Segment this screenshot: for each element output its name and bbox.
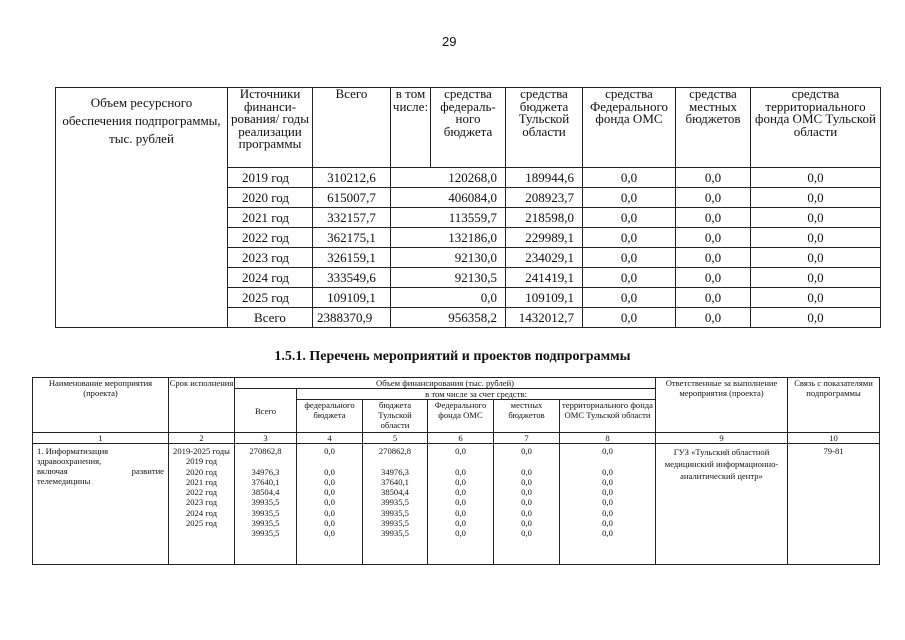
total-cell: 2388370,9 — [313, 308, 391, 328]
federal-cell: 92130,0 — [391, 248, 506, 268]
year-foms: 0,0 — [455, 476, 466, 487]
federal-cell: 956358,2 — [391, 308, 506, 328]
year-label: 2025 год — [185, 518, 218, 529]
year-foms: 0,0 — [455, 528, 466, 539]
toms-cell: 0,0 — [751, 228, 881, 248]
column-number: 2 — [169, 433, 235, 444]
toms-cell: 0,0 — [751, 208, 881, 228]
federal-cell: 0,0 — [391, 288, 506, 308]
regional-cell: 218598,0 — [506, 208, 583, 228]
year-total: 38504,4 — [251, 487, 280, 498]
year-foms: 0,0 — [455, 497, 466, 508]
period-toms: 0,0 — [602, 446, 613, 456]
year-cell: 2022 год — [228, 228, 313, 248]
header-local: средства местных бюджетов — [676, 88, 751, 168]
federal-cell: 113559,7 — [391, 208, 506, 228]
year-regional: 39935,5 — [381, 518, 409, 529]
year-label: 2024 год — [185, 507, 218, 518]
year-local: 0,0 — [521, 466, 532, 477]
header-foms: Федерального фонда ОМС — [428, 400, 494, 433]
column-number: 10 — [788, 433, 880, 444]
column-number: 5 — [363, 433, 428, 444]
period-local: 0,0 — [521, 446, 532, 456]
header-responsible: Ответственные за выполнение мероприятия (проекта) — [656, 378, 788, 433]
header-total: Всего — [313, 88, 391, 168]
period-label: 2019-2025 годы — [173, 446, 230, 456]
event-regional — [363, 444, 428, 565]
year-local: 0,0 — [521, 487, 532, 498]
federal-cell: 132186,0 — [391, 228, 506, 248]
total-cell: 362175,1 — [313, 228, 391, 248]
local-cell: 0,0 — [676, 188, 751, 208]
regional-cell: 189944,6 — [506, 168, 583, 188]
event-name — [33, 444, 169, 565]
event-total — [235, 444, 297, 565]
year-total: 39935,5 — [251, 507, 280, 518]
column-number: 8 — [560, 433, 656, 444]
year-cell: Всего — [228, 308, 313, 328]
year-foms: 0,0 — [455, 487, 466, 498]
page-number: 29 — [442, 34, 457, 49]
year-foms: 0,0 — [455, 518, 466, 529]
regional-cell: 229989,1 — [506, 228, 583, 248]
period-total: 270862,8 — [249, 446, 282, 456]
year-toms: 0,0 — [602, 507, 613, 518]
year-total: 37640,1 — [251, 476, 280, 487]
event-name-line — [37, 466, 164, 476]
year-total: 34976,3 — [251, 466, 280, 477]
event-name-word: развитие — [131, 466, 164, 476]
section-heading: 1.5.1. Перечень мероприятий и проектов подпрограммы — [274, 349, 631, 364]
toms-cell: 0,0 — [751, 168, 881, 188]
year-federal: 0,0 — [324, 528, 335, 539]
year-label: 2021 год — [185, 476, 218, 487]
year-cell: 2025 год — [228, 288, 313, 308]
year-label: 2019 год — [185, 456, 218, 467]
federal-cell: 406084,0 — [391, 188, 506, 208]
year-cell: 2023 год — [228, 248, 313, 268]
total-cell: 332157,7 — [313, 208, 391, 228]
year-local: 0,0 — [521, 507, 532, 518]
year-regional: 39935,5 — [381, 528, 409, 539]
toms-cell: 0,0 — [751, 268, 881, 288]
year-total: 39935,5 — [251, 497, 280, 508]
event-federal — [297, 444, 363, 565]
regional-cell: 234029,1 — [506, 248, 583, 268]
column-number: 9 — [656, 433, 788, 444]
total-cell: 310212,6 — [313, 168, 391, 188]
year-cell: 2021 год — [228, 208, 313, 228]
year-federal: 0,0 — [324, 466, 335, 477]
year-toms: 0,0 — [602, 518, 613, 529]
local-cell: 0,0 — [676, 248, 751, 268]
header-local: местных бюджетов — [494, 400, 560, 433]
year-regional: 38504,4 — [381, 487, 409, 498]
year-total: 39935,5 — [251, 518, 280, 529]
event-responsible: ГУЗ «Тульский областной медицинский информационно-аналитический центр» — [656, 444, 788, 565]
resource-table — [55, 87, 881, 328]
regional-cell: 1432012,7 — [506, 308, 583, 328]
year-label: 2023 год — [185, 497, 218, 508]
foms-cell: 0,0 — [583, 228, 676, 248]
header-sources: Источники финанси-рования/ годы реализации программы — [228, 88, 313, 168]
column-number: 4 — [297, 433, 363, 444]
header-regional: бюджета Тульской области — [363, 400, 428, 433]
local-cell: 0,0 — [676, 208, 751, 228]
event-foms — [428, 444, 494, 565]
year-regional: 39935,5 — [381, 497, 409, 508]
column-number: 1 — [33, 433, 169, 444]
local-cell: 0,0 — [676, 308, 751, 328]
header-indicators: Связь с показателями подпрограммы — [788, 378, 880, 433]
header-total: Всего — [235, 389, 297, 433]
event-name-word: включая — [37, 466, 68, 476]
year-foms: 0,0 — [455, 507, 466, 518]
year-federal: 0,0 — [324, 507, 335, 518]
header-regional: средства бюджета Тульской области — [506, 88, 583, 168]
year-toms: 0,0 — [602, 497, 613, 508]
header-term: Срок исполнения — [169, 378, 235, 433]
total-cell: 109109,1 — [313, 288, 391, 308]
toms-cell: 0,0 — [751, 288, 881, 308]
header-including: в том числе за счет средств: — [297, 389, 656, 400]
event-toms — [560, 444, 656, 565]
foms-cell: 0,0 — [583, 308, 676, 328]
toms-cell: 0,0 — [751, 188, 881, 208]
year-federal: 0,0 — [324, 497, 335, 508]
regional-cell: 109109,1 — [506, 288, 583, 308]
event-row — [33, 444, 880, 565]
year-toms: 0,0 — [602, 476, 613, 487]
period-regional: 270862,8 — [378, 446, 412, 456]
local-cell: 0,0 — [676, 288, 751, 308]
local-cell: 0,0 — [676, 268, 751, 288]
foms-cell: 0,0 — [583, 168, 676, 188]
year-local: 0,0 — [521, 476, 532, 487]
year-toms: 0,0 — [602, 487, 613, 498]
year-local: 0,0 — [521, 497, 532, 508]
header-federal: средства федераль-ного бюджета — [431, 88, 506, 168]
resource-label: Объем ресурсного обеспечения подпрограммы, тыс. рублей — [56, 88, 228, 328]
foms-cell: 0,0 — [583, 248, 676, 268]
total-cell: 326159,1 — [313, 248, 391, 268]
local-cell: 0,0 — [676, 168, 751, 188]
year-foms: 0,0 — [455, 466, 466, 477]
foms-cell: 0,0 — [583, 208, 676, 228]
year-cell: 2024 год — [228, 268, 313, 288]
federal-cell: 92130,5 — [391, 268, 506, 288]
year-regional: 39935,5 — [381, 507, 409, 518]
year-cell: 2019 год — [228, 168, 313, 188]
events-header-row-1 — [33, 378, 880, 389]
year-label: 2020 год — [185, 466, 218, 477]
resource-header-row — [56, 88, 881, 168]
year-cell: 2020 год — [228, 188, 313, 208]
header-including: в том числе: — [391, 88, 431, 168]
column-number: 7 — [494, 433, 560, 444]
toms-cell: 0,0 — [751, 248, 881, 268]
foms-cell: 0,0 — [583, 268, 676, 288]
header-toms: средства территориального фонда ОМС Тульской области — [751, 88, 881, 168]
year-label: 2022 год — [185, 487, 218, 498]
local-cell: 0,0 — [676, 228, 751, 248]
events-table — [32, 377, 880, 565]
header-funding: Объем финансирования (тыс. рублей) — [235, 378, 656, 389]
event-name-line: телемедицины — [37, 476, 91, 486]
year-toms: 0,0 — [602, 528, 613, 539]
federal-cell: 120268,0 — [391, 168, 506, 188]
event-indicators: 79-81 — [788, 444, 880, 565]
header-foms: средства Федерального фонда ОМС — [583, 88, 676, 168]
header-toms: территориального фонда ОМС Тульской области — [560, 400, 656, 433]
year-regional: 37640,1 — [381, 476, 409, 487]
year-regional: 34976,3 — [381, 466, 409, 477]
total-cell: 333549,6 — [313, 268, 391, 288]
year-federal: 0,0 — [324, 476, 335, 487]
total-cell: 615007,7 — [313, 188, 391, 208]
year-toms: 0,0 — [602, 466, 613, 477]
period-foms: 0,0 — [455, 446, 466, 456]
period-federal: 0,0 — [324, 446, 335, 456]
column-numbers-row — [33, 433, 880, 444]
year-local: 0,0 — [521, 518, 532, 529]
event-local — [494, 444, 560, 565]
regional-cell: 208923,7 — [506, 188, 583, 208]
toms-cell: 0,0 — [751, 308, 881, 328]
foms-cell: 0,0 — [583, 288, 676, 308]
year-federal: 0,0 — [324, 487, 335, 498]
foms-cell: 0,0 — [583, 188, 676, 208]
event-term — [169, 444, 235, 565]
column-number: 3 — [235, 433, 297, 444]
header-event-name: Наименование мероприятия (проекта) — [33, 378, 169, 433]
regional-cell: 241419,1 — [506, 268, 583, 288]
column-number: 6 — [428, 433, 494, 444]
year-total: 39935,5 — [251, 528, 280, 539]
year-local: 0,0 — [521, 528, 532, 539]
year-federal: 0,0 — [324, 518, 335, 529]
event-name-line: 1. Информатизация здравоохранения, — [37, 446, 109, 466]
header-federal: федерального бюджета — [297, 400, 363, 433]
